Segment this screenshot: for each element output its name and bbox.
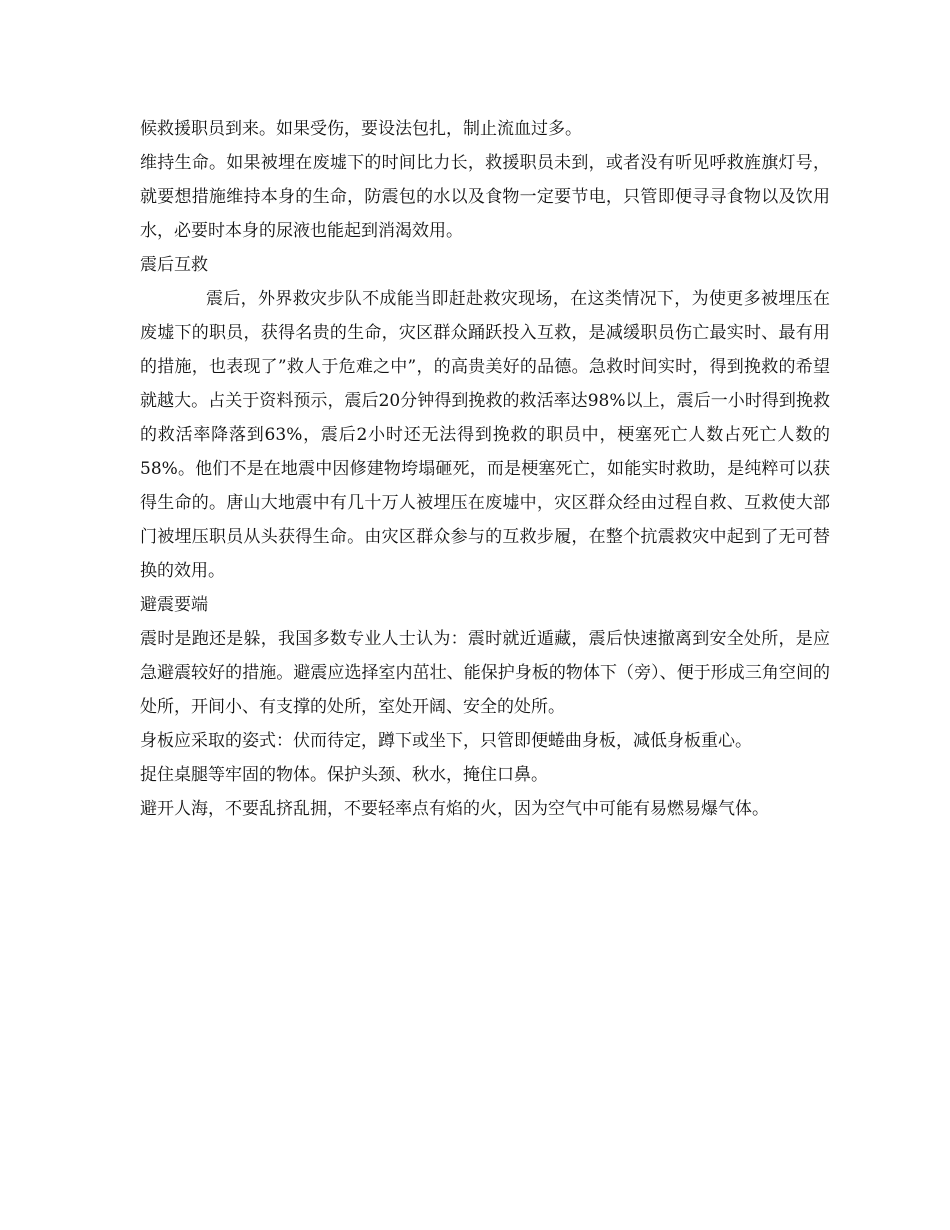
heading-mutual-rescue: 震后互救 [140, 255, 208, 275]
paragraph-run-or-hide: 震时是跑还是躲，我国多数专业人士认为：震时就近遁藏，震后快速撤离到安全处所，是应急避震较好的措施。避震应选择室内茁壮、能保护身板的物体下（旁）、便于形成三角空间的处所，开间小、有支撑的处所，室处开阔、安全的处所。 [140, 629, 830, 717]
paragraph-mutual-rescue: 震后，外界救灾步队不成能当即赶赴救灾现场，在这类情况下，为使更多被埋压在废墟下的职员，获得名贵的生命，灾区群众踊跃投入互救，是减缓职员伤亡最实时、最有用的措施，也表现了”救人于危难之中”，的高贵美好的品德。急救时间实时，得到挽救的希望就越大。占关于资料预示，震后20分钟得到挽救的救活率达98%以上，震后一小时得到挽救的救活率降落到63%，震后2小时还无法得到挽救的职员中，梗塞死亡人数占死亡人数的58%。他们不是在地震中因修建物垮塌砸死，而是梗塞死亡，如能实时救助，是纯粹可以获得生命的。唐山大地震中有几十万人被埋压在废墟中，灾区群众经由过程自救、互救使大部门被埋压职员从头获得生命。由灾区群众参与的互救步履，在整个抗震救灾中起到了无可替换的效用。 [140, 289, 830, 581]
document-body [140, 112, 830, 826]
paragraph-avoid-crowds: 避开人海，不要乱挤乱拥，不要轻率点有焰的火，因为空气中可能有易燃易爆气体。 [140, 799, 769, 819]
paragraph-body-posture: 身板应采取的姿式：伏而待定，蹲下或坐下，只管即便蜷曲身板，减低身板重心。 [140, 731, 752, 751]
paragraph-sustain-life: 维持生命。如果被埋在废墟下的时间比力长，救援职员未到，或者没有听见呼救旌旗灯号，就要想措施维持本身的生命，防震包的水以及食物一定要节电，只管即便寻寻食物以及饮用水，必要时本身的尿液也能起到消渴效用。 [140, 153, 830, 241]
paragraph-hold-objects: 捉住桌腿等牢固的物体。保护头颈、秋水，掩住口鼻。 [140, 765, 548, 785]
paragraph-rescue-wait: 候救援职员到来。如果受伤，要设法包扎，制止流血过多。 [140, 119, 582, 139]
heading-shelter-essentials: 避震要端 [140, 595, 208, 615]
